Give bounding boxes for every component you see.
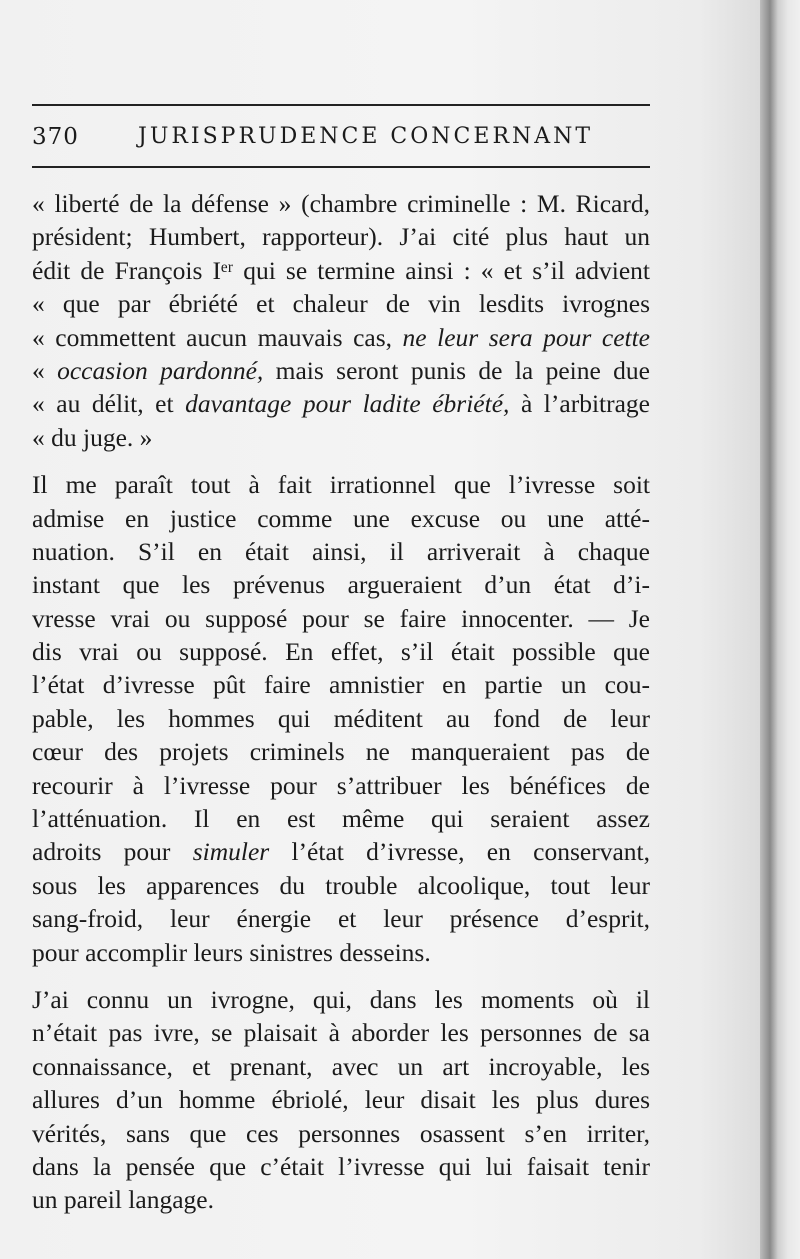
text-line: dis vrai ou supposé. En effet, s’il était possible que <box>32 637 650 667</box>
text-line: « liberté de la défense » (chambre criminelle : M. Ricard, <box>32 189 650 218</box>
paragraph <box>32 983 650 1217</box>
text-line: l’atténuation. Il en est même qui seraient assez <box>32 804 650 834</box>
text-line: pable, les hommes qui méditent au fond de leur <box>32 703 650 733</box>
text-line: adroits pour simuler l’état d’ivresse, en conservant, <box>32 837 650 867</box>
header-rule-top <box>32 104 650 106</box>
body-text <box>32 187 650 1217</box>
text-line: cœur des projets criminels ne manqueraient pas de <box>32 737 650 767</box>
paragraph-gap <box>32 454 650 468</box>
paragraph-gap <box>32 969 650 983</box>
page-number: 370 <box>32 124 79 150</box>
italic-text: ne leur sera pour cette <box>402 322 650 352</box>
text-line: « du juge. » <box>32 422 153 452</box>
text-line: « commettent aucun mauvais cas, ne leur sera pour cette <box>32 322 650 352</box>
text-line: connaissance, et prenant, avec un art incroyable, les <box>32 1051 650 1081</box>
text-line: allures d’un homme ébriolé, leur disait les plus dures <box>32 1085 650 1115</box>
italic-text: davantage pour ladite ébriété, <box>185 389 510 419</box>
text-line: « occasion pardonné, mais seront punis de la peine due <box>32 355 650 385</box>
italic-text: simuler <box>192 837 270 867</box>
text-line: instant que les prévenus argueraient d’un état d’i- <box>32 570 650 600</box>
text-line: sous les apparences du trouble alcoolique, tout leur <box>32 870 650 900</box>
text-line: vresse vrai ou supposé pour se faire innocenter. — Je <box>32 603 650 633</box>
text-line: pour accomplir leurs sinistres desseins. <box>32 937 431 967</box>
text-line: « au délit, et davantage pour ladite ébriété, à l’arbitrage <box>32 389 650 419</box>
text-line: nuation. S’il en était ainsi, il arriverait à chaque <box>32 536 650 566</box>
text-line: sang-froid, leur énergie et leur présence d’esprit, <box>32 904 650 934</box>
text-line: président; Humbert, rapporteur). J’ai cité plus haut un <box>32 222 650 252</box>
text-line: dans la pensée que c’était l’ivresse qui lui faisait tenir <box>32 1151 650 1181</box>
text-line: « que par ébriété et chaleur de vin lesdits ivrognes <box>32 289 650 319</box>
header-rule-bottom <box>32 166 650 168</box>
italic-text: occasion pardonné, <box>57 355 264 385</box>
text-line: l’état d’ivresse pût faire amnistier en partie un cou- <box>32 670 650 700</box>
paragraph <box>32 187 650 454</box>
text-line: édit de François Iᵉʳ qui se termine ainsi : « et s’il advient <box>32 255 650 285</box>
book-spine-shadow <box>760 0 800 1259</box>
paragraph <box>32 468 650 969</box>
text-line: recourir à l’ivresse pour s’attribuer les bénéfices de <box>32 770 650 800</box>
text-line: Il me paraît tout à fait irrationnel que l’ivresse soit <box>32 470 650 500</box>
page-header <box>32 118 650 158</box>
text-line: n’était pas ivre, se plaisait à aborder les personnes de sa <box>32 1018 650 1048</box>
text-line: un pareil langage. <box>32 1185 214 1215</box>
running-head: JURISPRUDENCE CONCERNANT <box>138 124 594 149</box>
text-line: admise en justice comme une excuse ou une atté- <box>32 503 650 533</box>
text-line: vérités, sans que ces personnes osassent s’en irriter, <box>32 1118 650 1148</box>
text-line: J’ai connu un ivrogne, qui, dans les moments où il <box>32 984 650 1014</box>
